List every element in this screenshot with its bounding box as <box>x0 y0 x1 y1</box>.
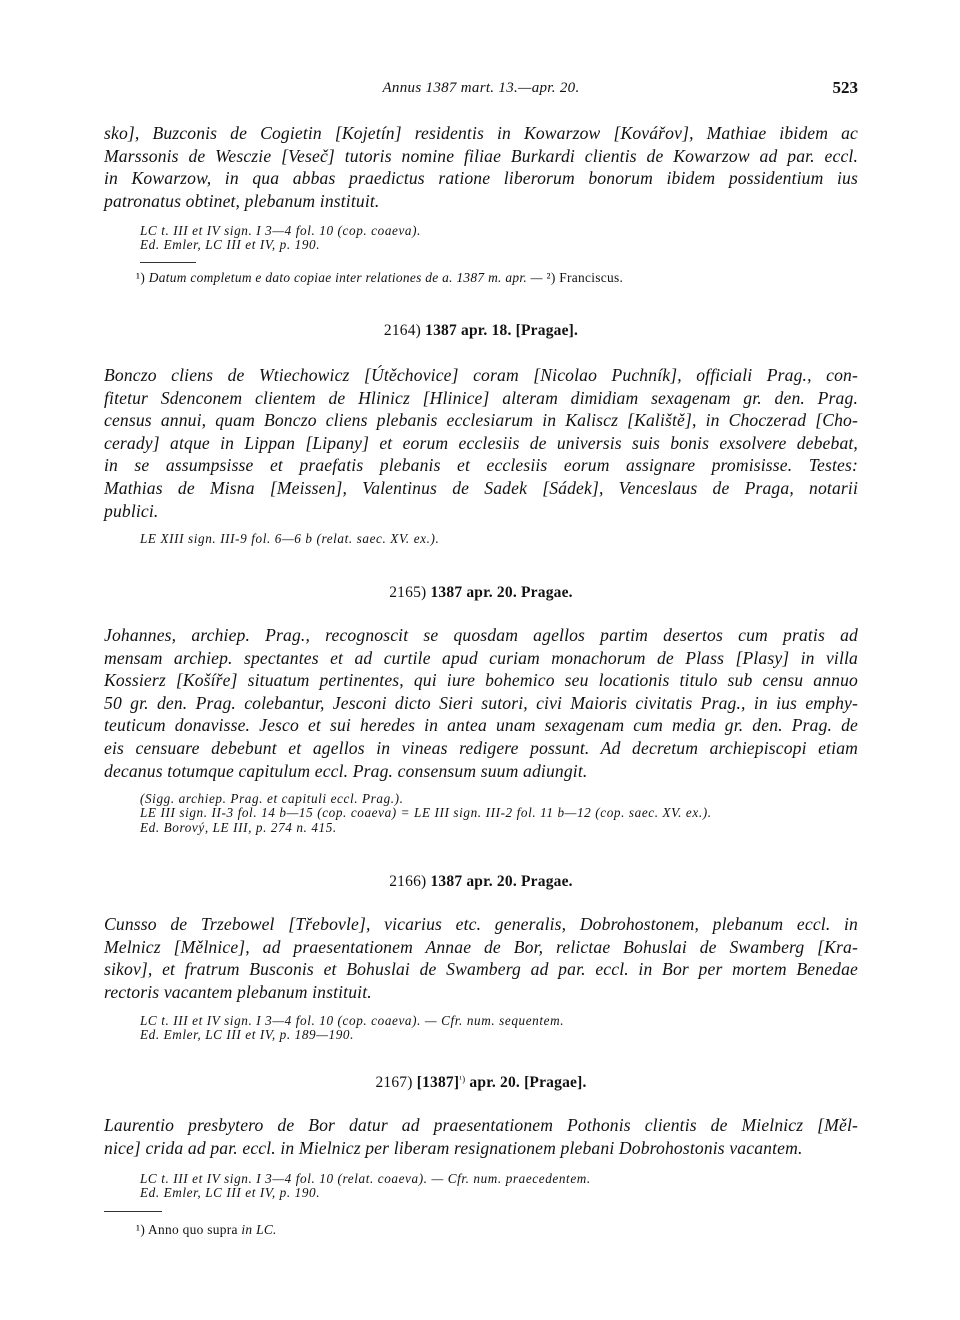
entry-date: apr. 20. <box>469 1074 520 1091</box>
text-line: Mathias de Misna [Meissen], Valentinus de Sadek [Sádek], Venceslaus de Praga, notarii <box>104 477 858 498</box>
entry-date: 1387 apr. 18. <box>425 322 512 339</box>
entry-text <box>104 1114 858 1159</box>
footnote <box>136 270 860 286</box>
footnote-mark: ¹) <box>459 1074 466 1084</box>
text-line: Bonczo cliens de Wtiechowicz [Útěchovice] coram [Nicolao Puchník], officiali Prag., con- <box>104 365 858 385</box>
source-line: Ed. Borový, LE III, p. 274 n. 415. <box>140 819 337 835</box>
source-line: Ed. Emler, LC III et IV, p. 189—190. <box>140 1027 355 1043</box>
footnote-mark: ¹) <box>136 270 146 285</box>
source-line: Ed. Emler, LC III et IV, p. 190. <box>140 1185 321 1201</box>
text-line: Marssonis de Wesczie [Veseč] tutoris nomine filiae Burkardi clientis de Kowarzow ad par. eccl. <box>104 145 858 166</box>
text-line: Johannes, archiep. Prag., recognoscit se quosdam agellos partim desertos cum pratis ad <box>104 625 858 645</box>
text-line: Melnicz [Mělnice], ad praesentationem Annae de Bor, relictae Bohuslai de Swamberg [Kra- <box>104 936 858 957</box>
text-line: in se assumpsisse et praefatis plebanis et ecclesiis eorum assignare promisisse. Testes: <box>104 455 858 476</box>
entry-place: [Pragae]. <box>524 1074 587 1091</box>
text-line: rectoris vacantem plebanum instituit. <box>104 981 372 1002</box>
source-note <box>140 792 860 835</box>
entry-heading <box>104 873 858 891</box>
text-line: sikov], et fratrum Busconis et Bohuslai de Swamberg ad par. eccl. in Bor per mortem Benedae <box>104 959 858 980</box>
text-line: in Kowarzow, in qua abbas praedictus ratione liberorum bonorum ibidem possidentium ius <box>104 168 858 189</box>
text-line: cerady] atque in Lippan [Lipany] et eorum ecclesiis de universis suis bonis exsolvere debebat, <box>104 432 858 453</box>
source-line: LC t. III et IV sign. I 3—4 fol. 10 (cop. coaeva). <box>140 223 422 238</box>
source-line: LC t. III et IV sign. I 3—4 fol. 10 (cop. coaeva). — Cfr. num. sequentem. <box>140 1013 565 1028</box>
footnote-mark: ²) <box>546 270 556 285</box>
text-line: Cunsso de Trzebowel [Třebovle], vicarius etc. generalis, Dobrohostonem, plebanum eccl. in <box>104 914 858 934</box>
running-head <box>104 80 858 102</box>
entry-text <box>104 913 858 1003</box>
text-line: sko], Buzconis de Cogietin [Kojetín] residentis in Kowarzow [Kovářov], Mathiae ibidem ac <box>104 123 858 143</box>
text-line: census annui, quam Bonczo cliens plebanis ecclesiarum in Kaliscz [Kaliště], in Choczerad [Cho- <box>104 410 858 431</box>
entry-place: [Pragae]. <box>515 322 579 339</box>
text-line: nice] crida ad par. eccl. in Mielnicz per liberam resignationem plebani Dobrohostonis vacantem. <box>104 1137 803 1158</box>
entry-place: Pragae. <box>521 584 573 601</box>
source-line: LE III sign. II-3 fol. 14 b—15 (cop. coaeva) = LE III sign. III-2 fol. 11 b—12 (cop. saec. XV. ex.). <box>140 805 712 821</box>
page-number: 523 <box>832 78 858 97</box>
source-line: LE XIII sign. III-9 fol. 6—6 b (relat. saec. XV. ex.). <box>140 531 440 546</box>
entry-date: 1387 apr. 20. <box>430 873 517 890</box>
entry-number: 2166) <box>389 873 427 890</box>
footnote-rule <box>140 262 196 263</box>
entry-heading <box>104 584 858 602</box>
text-line: patronatus obtinet, plebanum instituit. <box>104 190 380 211</box>
source-line: Ed. Emler, LC III et IV, p. 190. <box>140 237 321 253</box>
entry-number: 2165) <box>389 584 427 601</box>
entry-heading <box>104 1074 858 1092</box>
entry-date-prefix: [1387] <box>416 1074 460 1091</box>
text-line: eis censuare debebunt et agellos in vineas redigere possunt. Ad decretum archiepiscopi etiam <box>104 737 858 758</box>
source-note <box>140 1172 860 1201</box>
text-line: Kossierz [Košíře] situatum pertinentes, qui iure bohemico seu locationis titulo sub censu annuo <box>104 670 858 691</box>
continuation-paragraph <box>104 122 858 212</box>
text-line: fitetur Sdenconem clientem de Hlinicz [Hlinice] alteram dimidiam sexagenam gr. den. Prag. <box>104 387 858 408</box>
entry-heading <box>104 322 858 340</box>
source-note <box>140 224 860 253</box>
text-line: publici. <box>104 500 159 521</box>
text-line: mensam archiep. spectantes et ad curtile apud curiam monachorum de Plass [Plasy] in villa <box>104 647 858 668</box>
text-line: 50 gr. den. Prag. colebantur, Jesconi dicto Sieri sutori, civi Maioris civitatis Prag., in ius emphy- <box>104 692 858 713</box>
entry-date: 1387 apr. 20. <box>430 584 517 601</box>
footnote-text: Anno quo supra <box>148 1222 238 1237</box>
source-note <box>140 1014 860 1043</box>
text-line: decanus totumque capitulum eccl. Prag. consensum suum adiungit. <box>104 760 588 781</box>
footnote-text: in LC. <box>241 1222 277 1237</box>
footnote-rule <box>104 1211 162 1212</box>
footnote-mark: ¹) <box>136 1222 146 1237</box>
entry-text <box>104 364 858 522</box>
entry-text <box>104 624 858 782</box>
entry-number: 2164) <box>383 322 422 339</box>
entry-place: Pragae. <box>521 873 573 890</box>
footnote <box>136 1222 860 1238</box>
text-line: teuticum donavisse. Jesco et sui heredes in antea unam sexagenam cum media gr. den. Prag. de <box>104 715 858 736</box>
running-head-title: Annus 1387 mart. 13.—apr. 20. <box>382 80 580 96</box>
source-line: (Sigg. archiep. Prag. et capituli eccl. Prag.). <box>140 791 404 806</box>
entry-number: 2167) <box>375 1074 413 1091</box>
source-note <box>140 532 860 546</box>
source-line: LC t. III et IV sign. I 3—4 fol. 10 (relat. coaeva). — Cfr. num. praecedentem. <box>140 1171 591 1186</box>
footnote-text: Franciscus. <box>559 270 624 285</box>
footnote-text: Datum completum e dato copiae inter relationes de a. 1387 m. apr. — <box>148 270 543 285</box>
text-line: Laurentio presbytero de Bor datur ad praesentationem Pothonis clientis de Mielnicz [Měl- <box>104 1115 858 1135</box>
